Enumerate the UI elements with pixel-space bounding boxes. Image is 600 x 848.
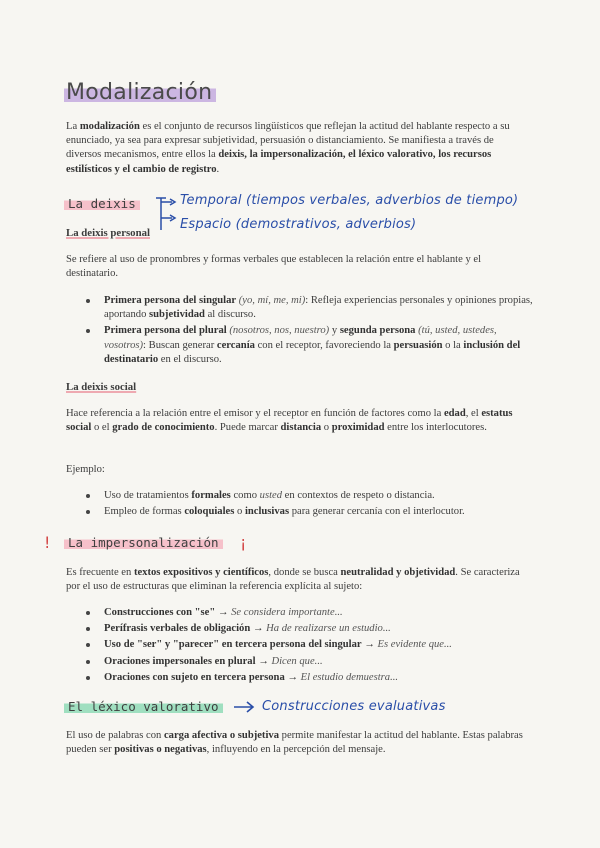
item-text: y [329, 325, 340, 337]
item-bold: Primera persona del plural [104, 325, 227, 337]
intro-text: es el conjunto de recursos lingüísticos que reflejan la actitud del hablante respecto a su enunciado, ya sea para expresar subjetividad, persuasión o distanciamiento. Se manifiesta a través de diversos mecanismos, entre ellos la [66, 121, 510, 161]
example-label: Ejemplo: [66, 464, 105, 475]
para-bold: textos expositivos y científicos [133, 567, 269, 578]
para-text: permite manifestar la actitud del hablante. Estas palabras pueden ser [66, 730, 523, 756]
heading-text: La impersonalización [64, 535, 223, 550]
subheading-deixis-personal [66, 226, 150, 240]
item-bold: Perífrasis verbales de obligación [104, 623, 251, 635]
para-bold: distancia [280, 422, 322, 434]
heading-text: El léxico valorativo [64, 699, 223, 714]
item-italic: (yo, mí, me, mi) [236, 295, 306, 306]
subheading-text: La deixis personal [66, 227, 150, 239]
para-bold: estatus social [66, 408, 513, 434]
item-italic: Dicen que... [271, 655, 323, 667]
item-bold: inclusión del destinatario [104, 339, 521, 365]
arrow-icon: → [284, 671, 301, 683]
para-text: Hace referencia a la relación entre el emisor y el receptor en función de factores como la [66, 408, 444, 419]
item-text: : Refleja experiencias personales y opiniones propias, aportando [104, 295, 533, 321]
para-text: , el [465, 408, 482, 419]
intro-text: La [66, 121, 80, 132]
item-text: o [234, 506, 245, 518]
item-text: en el discurso. [158, 353, 222, 365]
item-text: Empleo de formas [104, 506, 185, 518]
heading-text: La deixis [64, 196, 140, 211]
item-text: para generar cercanía con el interlocutor. [289, 506, 465, 518]
section-heading-deixis [64, 195, 140, 213]
item-bold: Construcciones con "se" [104, 607, 216, 618]
item-italic: usted [259, 490, 283, 501]
list-item [66, 294, 536, 322]
list-item [66, 505, 536, 519]
bracket-arrow-icon [152, 194, 180, 236]
item-text: o la [442, 339, 464, 351]
para-text: El uso de palabras con [66, 730, 164, 741]
lexico-paragraph [66, 729, 526, 757]
item-bold: persuasión [393, 339, 443, 351]
page-title [64, 80, 216, 106]
deixis-social-examples [66, 489, 536, 521]
para-text: o [321, 422, 332, 434]
impersonal-paragraph [66, 566, 526, 594]
arrow-icon: → [250, 623, 267, 635]
item-bold: Oraciones con sujeto en tercera persona [104, 671, 285, 683]
para-text: Es frecuente en [66, 567, 134, 578]
item-italic: Es evidente que... [377, 639, 452, 651]
section-heading-lexico [64, 698, 223, 716]
para-text: . Se caracteriza por el uso de estructuras que eliminan la referencia explícita al sujeto: [66, 567, 520, 593]
para-bold: carga afectiva o subjetiva [163, 730, 279, 741]
item-bold: cercanía [216, 339, 255, 351]
arrow-icon: → [255, 655, 272, 667]
para-text: . Puede marcar [214, 422, 281, 434]
para-bold: neutralidad y objetividad [340, 567, 456, 578]
handwritten-note-espacio: Espacio (demostrativos, adverbios) [180, 217, 417, 232]
exclamation-mark-left: ! [44, 533, 51, 552]
section-heading-impersonalizacion [64, 534, 223, 552]
list-item [66, 622, 536, 636]
para-text: , donde se busca [268, 567, 341, 578]
item-italic: Ha de realizarse un estudio... [266, 623, 391, 635]
item-bold: Primera persona del singular [104, 295, 237, 306]
arrow-icon [232, 700, 258, 714]
deixis-personal-desc: Se refiere al uso de pronombres y formas verbales que establecen la relación entre el hablante y el destinatario. [66, 254, 482, 280]
para-bold: positivas o negativas [114, 744, 207, 756]
item-text: al discurso. [204, 309, 256, 321]
list-item [66, 671, 536, 685]
impersonal-list [66, 606, 536, 687]
item-bold: segunda persona [339, 325, 416, 337]
item-text: como [230, 490, 260, 501]
para-bold: edad [443, 408, 466, 419]
intro-paragraph [66, 120, 526, 177]
intro-text: . [216, 163, 220, 175]
arrow-icon: → [215, 607, 232, 618]
item-text: : Buscan generar [143, 339, 217, 351]
para-text: , influyendo en la percepción del mensaje. [206, 744, 386, 756]
exclamation-mark-right: ¡ [240, 533, 247, 552]
item-italic: Se considera importante... [231, 607, 343, 618]
item-bold: inclusivas [244, 506, 290, 518]
deixis-social-paragraph [66, 407, 526, 435]
deixis-personal-list [66, 294, 536, 369]
item-bold: formales [191, 490, 231, 501]
item-text: Uso de tratamientos [104, 490, 192, 501]
item-bold: Oraciones impersonales en plural [104, 655, 256, 667]
item-bold: subjetividad [149, 309, 205, 321]
list-item [66, 655, 536, 669]
intro-bold: deixis, la impersonalización, el léxico valorativo, los recursos estilísticos y el cambio de registro [66, 149, 492, 175]
para-text: entre los interlocutores. [384, 422, 487, 434]
handwritten-note-evaluativas: Construcciones evaluativas [262, 699, 446, 714]
subheading-text: La deixis social [66, 381, 137, 393]
item-italic: (nosotros, nos, nuestro) [226, 325, 330, 337]
para-bold: proximidad [331, 422, 385, 434]
item-text: en contextos de respeto o distancia. [282, 490, 435, 501]
item-bold: coloquiales [184, 506, 235, 518]
list-item [66, 638, 536, 652]
arrow-icon: → [361, 639, 378, 651]
list-item [66, 324, 536, 367]
title-text: Modalización [64, 80, 216, 105]
intro-bold: modalización [79, 121, 140, 132]
item-italic: El estudio demuestra... [300, 671, 399, 683]
list-item [66, 606, 536, 620]
subheading-deixis-social [66, 380, 136, 394]
item-italic: (tú, usted, ustedes, vosotros) [104, 325, 497, 351]
para-bold: grado de conocimiento [112, 422, 215, 434]
para-text: o el [91, 422, 113, 434]
handwritten-note-temporal: Temporal (tiempos verbales, adverbios de tiempo) [180, 193, 519, 208]
list-item [66, 489, 536, 503]
item-text: con el receptor, favoreciendo la [254, 339, 394, 351]
item-bold: Uso de "ser" y "parecer" en tercera persona del singular [104, 639, 362, 651]
